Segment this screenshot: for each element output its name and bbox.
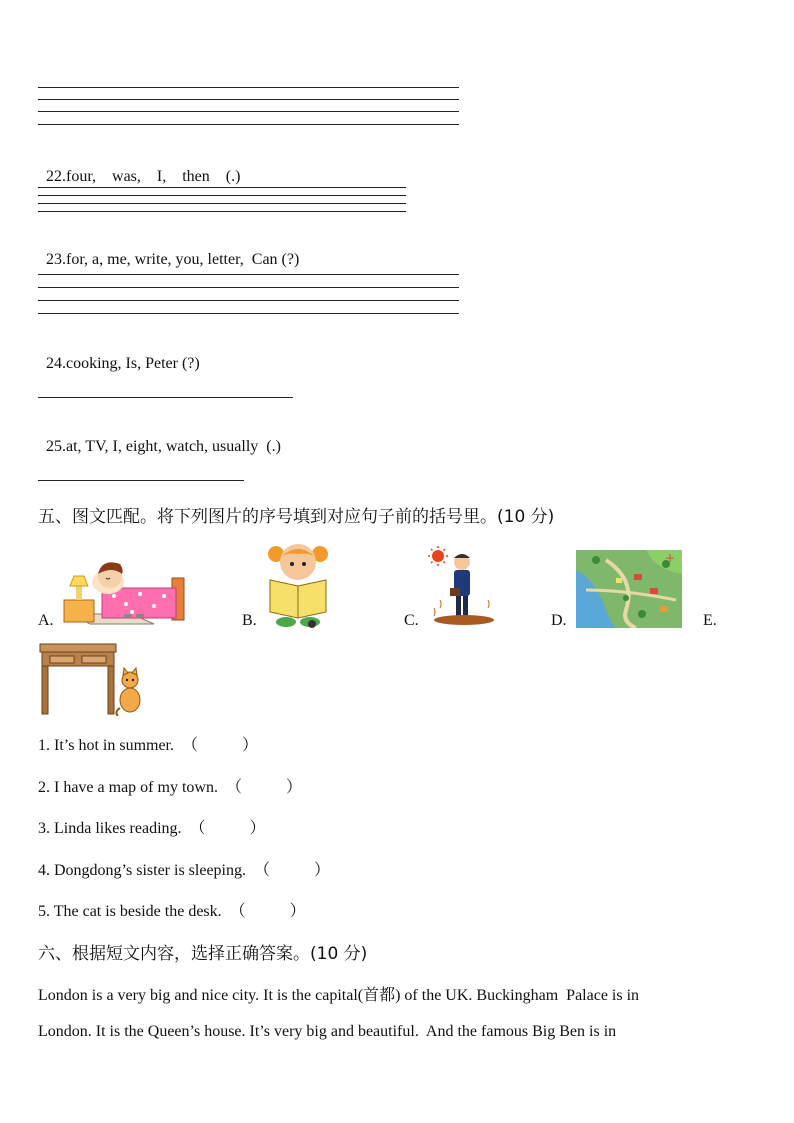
picture-girl-sleeping (62, 552, 186, 628)
picture-girl-reading (266, 540, 330, 628)
answer-line[interactable] (38, 480, 244, 481)
answer-line[interactable] (38, 313, 459, 314)
answer-line[interactable] (38, 87, 459, 88)
question-number: 24. (46, 355, 66, 372)
section-5-heading: 五、图文匹配。将下列图片的序号填到对应句子前的括号里。(10 分) (38, 507, 555, 527)
match-sentence-1: 1. It’s hot in summer. （ ） (38, 737, 259, 754)
section-6-heading: 六、根据短文内容，选择正确答案。(10 分) (38, 944, 368, 964)
answer-line[interactable] (38, 195, 406, 196)
answer-line[interactable] (38, 111, 459, 112)
picture-label-d: D. (551, 612, 567, 629)
question-text: four, was, I, then (.) (66, 168, 241, 185)
question-22 (38, 150, 240, 186)
question-25 (38, 420, 281, 456)
picture-label-e: E. (703, 612, 717, 629)
match-sentence-2: 2. I have a map of my town. （ ） (38, 779, 302, 796)
picture-man-hot-sun (428, 546, 500, 628)
question-24 (38, 337, 200, 373)
match-sentence-3: 3. Linda likes reading. （ ） (38, 820, 266, 837)
question-text: at, TV, I, eight, watch, usually (.) (66, 438, 281, 455)
answer-line[interactable] (38, 211, 406, 212)
answer-line[interactable] (38, 187, 406, 188)
answer-line[interactable] (38, 99, 459, 100)
answer-line[interactable] (38, 203, 406, 204)
picture-label-a: A. (38, 612, 54, 629)
match-sentence-5: 5. The cat is beside the desk. （ ） (38, 903, 306, 920)
question-23 (38, 233, 299, 269)
passage-line-2: London. It is the Queen’s house. It’s very big and beautiful. And the famous Big Ben is in (38, 1023, 617, 1040)
answer-line[interactable] (38, 274, 459, 275)
picture-town-map (576, 550, 682, 628)
match-sentence-4: 4. Dongdong’s sister is sleeping. （ ） (38, 862, 330, 879)
answer-line[interactable] (38, 300, 459, 301)
question-number: 23. (46, 251, 66, 268)
answer-line[interactable] (38, 287, 459, 288)
picture-cat-beside-desk (38, 642, 144, 716)
picture-label-b: B. (242, 612, 257, 629)
question-number: 22. (46, 168, 66, 185)
question-text: cooking, Is, Peter (?) (66, 355, 200, 372)
passage-line-1: London is a very big and nice city. It is the capital(首都) of the UK. Buckingham Palace is in (38, 987, 640, 1004)
question-text: for, a, me, write, you, letter, Can (?) (66, 251, 300, 268)
answer-line[interactable] (38, 397, 293, 398)
picture-label-c: C. (404, 612, 419, 629)
answer-line[interactable] (38, 124, 459, 125)
question-number: 25. (46, 438, 66, 455)
